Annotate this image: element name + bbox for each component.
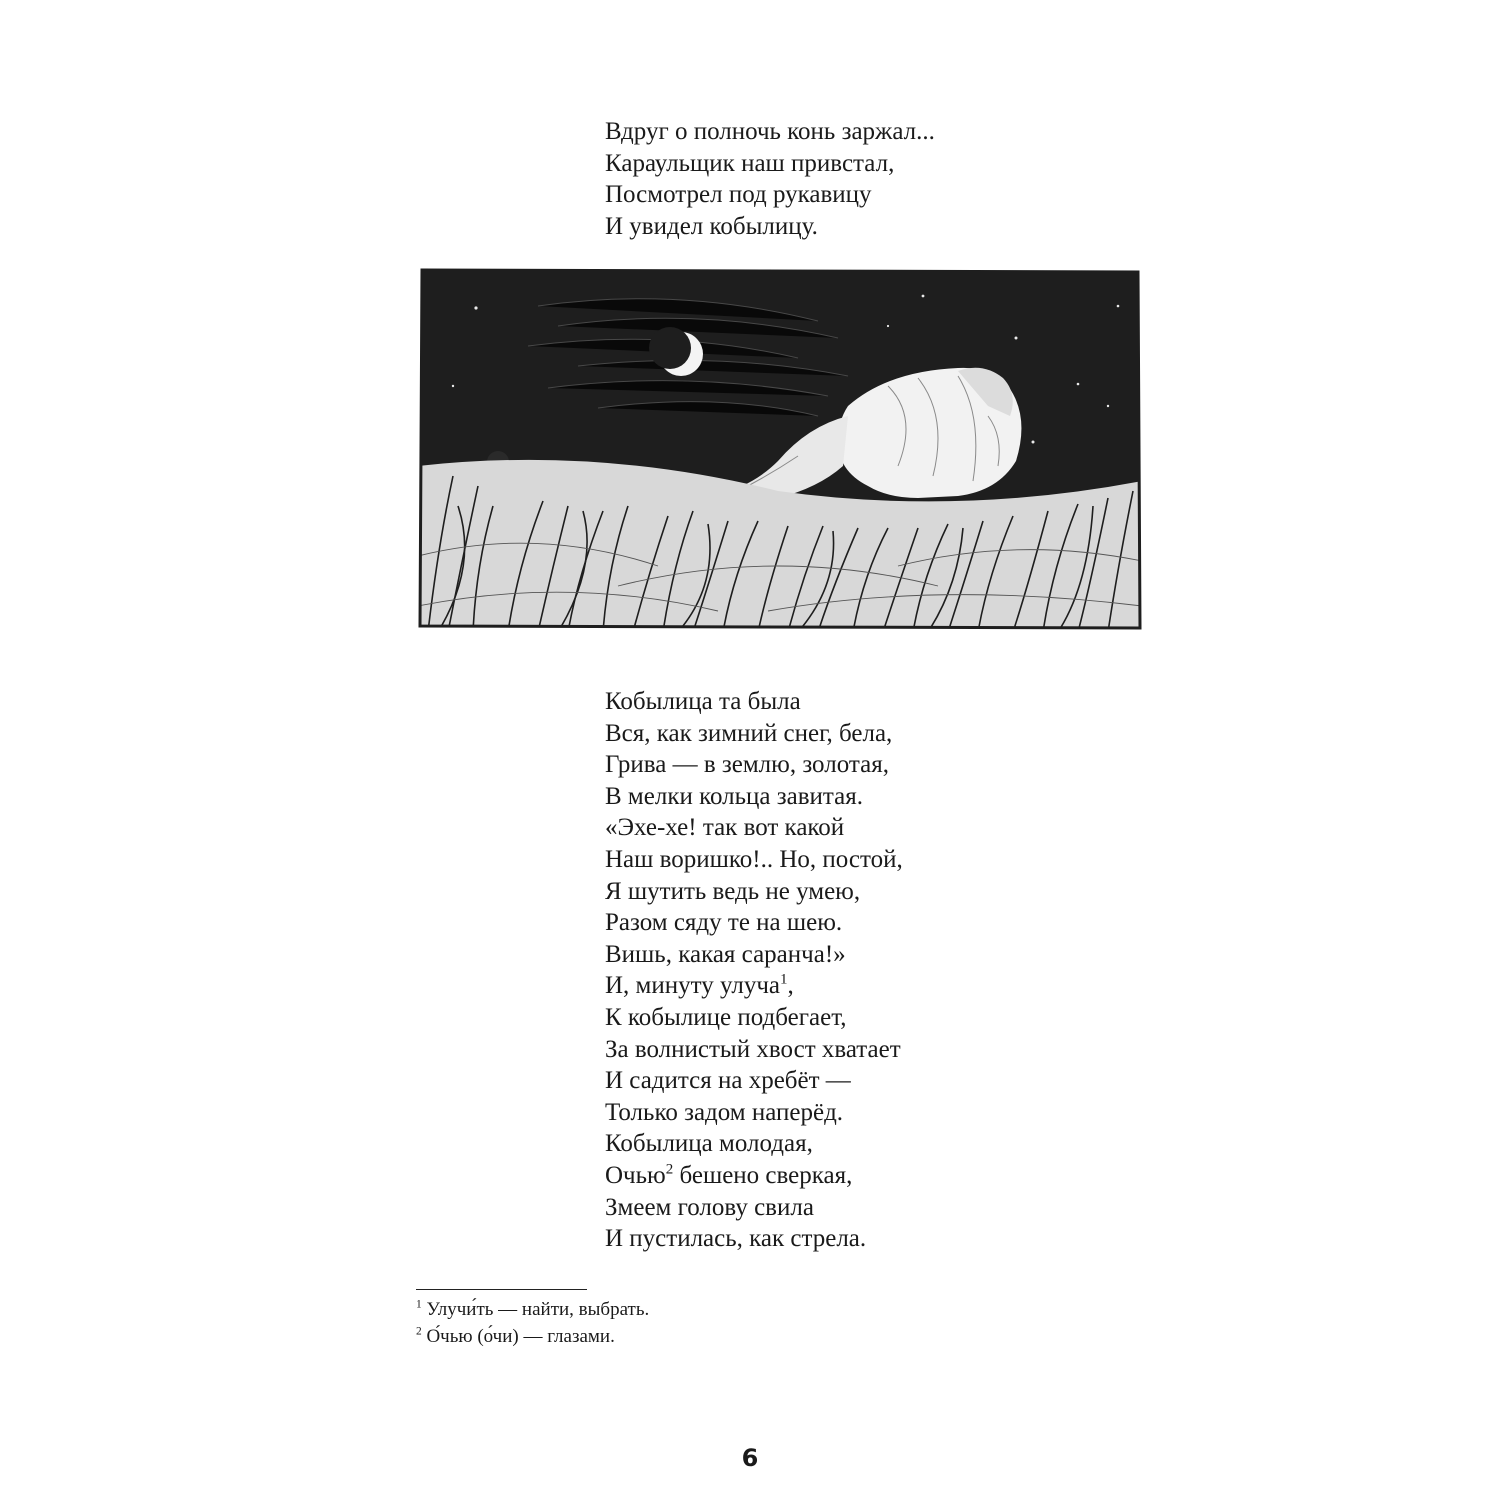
verse-line: И, минуту улуча$^1$, [605,972,794,1000]
verse-line: Вся, как зимний снег, бела, [605,719,893,747]
verse-line: Посмотрел под рукавицу [605,181,872,209]
verse-line: «Эхе-хе! так вот какой [605,814,845,842]
verse-line: За волнистый хвост хватает [605,1035,901,1063]
verse-line: Кобылица молодая, [605,1130,813,1158]
verse-line: Разом сяду те на шею. [605,909,843,937]
footnotes [416,1296,649,1350]
verse-line: Змеем голову свила [605,1193,814,1221]
footnote-ref: 2 [665,1161,674,1178]
stanza-top [605,116,935,242]
verse-line: Только задом наперёд. [605,1098,844,1126]
verse-line: Караульщик наш привстал, [605,149,895,177]
verse-line: И пустилась, как стрела. [605,1225,867,1253]
footnote-marker: 1 [416,1298,422,1311]
verse-line: Я шутить ведь не умею, [605,877,861,905]
verse-line: Вдруг о полночь конь заржал... [605,118,935,145]
footnote-marker: 2 [416,1325,422,1338]
stanza-bottom [605,686,903,1255]
verse-line: К кобылице подбегает, [605,1003,847,1031]
verse-line: Кобылица та была [605,688,801,715]
verse-line: И садится на хребёт — [605,1067,851,1095]
verse-line: Наш воришко!.. Но, постой, [605,845,903,873]
footnote: $^1$ Улучи́ть — найти, выбрать. [416,1298,650,1320]
verse-line: Грива — в землю, золотая, [605,751,889,779]
night-field-illustration [418,266,1142,632]
verse-line: Очью$^2$ бешено сверкая, [605,1161,853,1189]
verse-line: Вишь, какая саранча!» [605,940,846,968]
verse-line: И увидел кобылицу. [605,212,818,240]
verse-line: В мелки кольца завитая. [605,782,863,810]
footnote: $^2$ О́чью (о́чи) — глазами. [416,1325,615,1347]
footnote-divider [416,1289,587,1290]
page-number: 6 [741,1444,759,1472]
footnote-ref: 1 [780,972,788,989]
